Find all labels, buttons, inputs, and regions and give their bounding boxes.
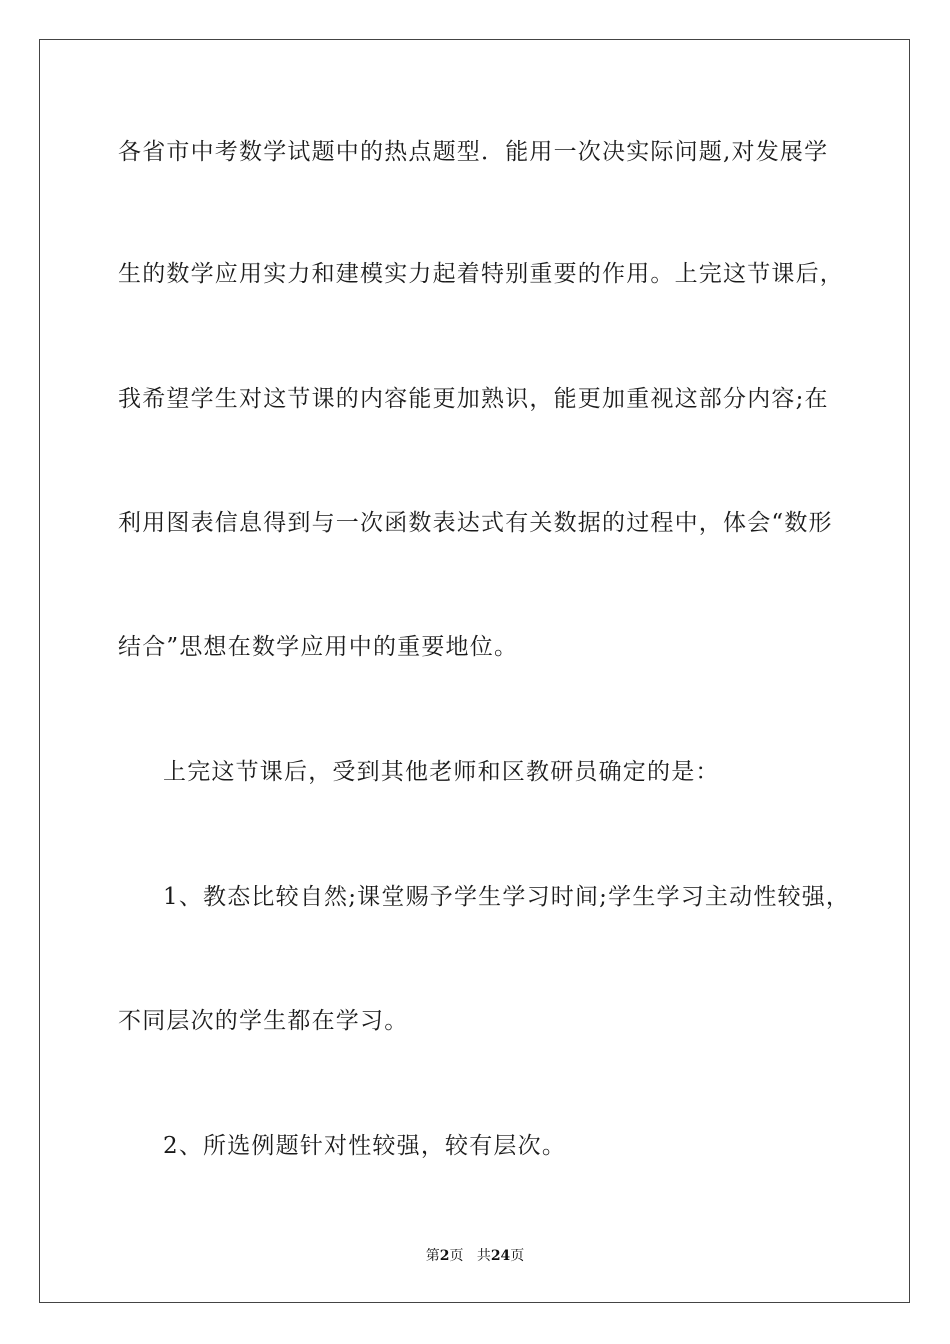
page-label-suffix: 页 [449, 1248, 464, 1264]
text-line-4: 利用图表信息得到与一次函数表达式有关数据的过程中，体会“数形 [118, 510, 833, 536]
paragraph-intro: 上完这节课后，受到其他老师和区教研员确定的是： [163, 759, 720, 785]
total-label-prefix: 共 [476, 1248, 491, 1264]
page-label-prefix: 第 [425, 1248, 440, 1264]
total-label-suffix: 页 [510, 1248, 525, 1264]
total-pages: 24 [490, 1248, 511, 1264]
page-footer [0, 1247, 950, 1265]
list-item-2: 2、所选例题针对性较强，较有层次。 [163, 1133, 567, 1159]
text-line-2: 生的数学应用实力和建模实力起着特别重要的作用。上完这节课后， [118, 261, 844, 287]
page-number: 2 [439, 1248, 450, 1264]
list-item-1-line-2: 不同层次的学生都在学习。 [118, 1008, 409, 1034]
text-line-5: 结合”思想在数学应用中的重要地位。 [118, 634, 519, 660]
page-frame [39, 39, 910, 1303]
text-line-1: 各省市中考数学试题中的热点题型．能用一次决实际问题,对发展学 [118, 139, 829, 165]
list-item-1-line-1: 1、教态比较自然;课堂赐予学生学习时间;学生学习主动性较强， [163, 884, 851, 910]
text-line-3: 我希望学生对这节课的内容能更加熟识，能更加重视这部分内容;在 [118, 386, 829, 412]
